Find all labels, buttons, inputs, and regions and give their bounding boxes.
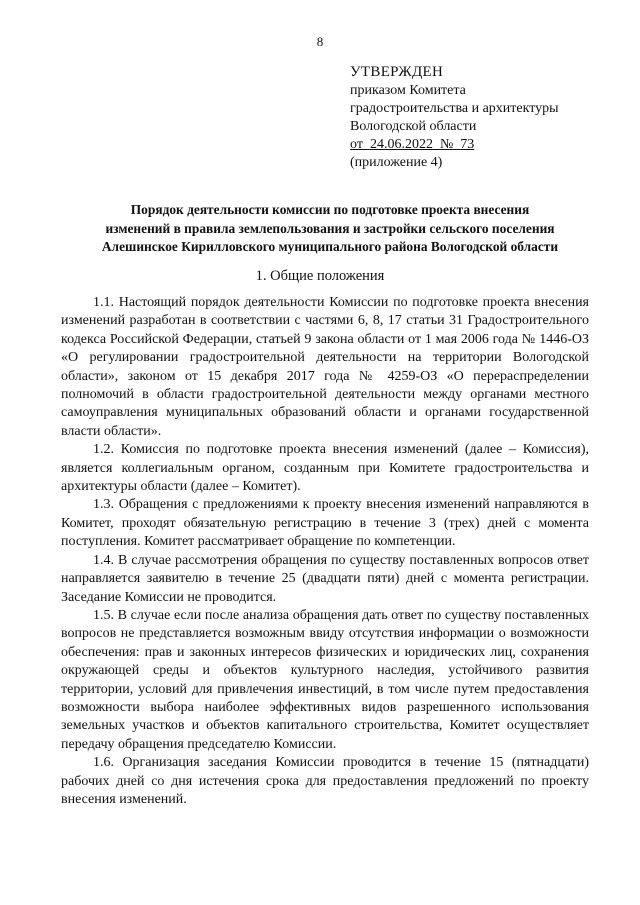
section-heading: 1. Общие положения	[255, 268, 385, 284]
approval-date: 24.06.2022	[369, 137, 433, 152]
approval-line-2: градостроительства и архитектуры	[350, 101, 559, 116]
paragraph-1-1: 1.1. Настоящий порядок деятельности Комиссии по подготовке проекта внесения изменений разработан в соответствии с частями 6, 8, 17 статьи 31 Градостроительного кодекса Российской Федерации, статьей 9 закона области от 1 мая 2006 года № 1446-ОЗ «О регулировании градостроительной деятельности на территории Вологодской области», законом от 15 декабря 2017 года № 4259-ОЗ «О перераспределении полномочий в области градостроительной деятельности между органами местного самоуправления муниципальных образований области и органами государственной власти области».	[61, 295, 589, 439]
paragraph-1-5: 1.5. В случае если после анализа обращения дать ответ по существу поставленных вопросов не представляется возможным ввиду отсутствия информации о возможности обеспечения: прав и законных интересов физических и юридических лиц, сохранения окружающей среды и объектов культурного наследия, устойчивого развития территории, условий для привлечения инвестиций, в том числе путем предоставления возможности выбора наиболее эффективных видов разрешенного использования земельных участков и объектов капитального строительства, Комитет осуществляет передачу обращения председателю Комиссии.	[61, 607, 589, 752]
approval-number: 73	[460, 137, 475, 152]
approval-line-1: приказом Комитета	[350, 83, 466, 98]
title-line-3: Алешинское Кирилловского муниципального района Вологодской области	[101, 239, 559, 254]
approval-date-prefix: от	[350, 137, 363, 152]
paragraph-1-2: 1.2. Комиссия по подготовке проекта внесения изменений (далее – Комиссия), является коллегиальным органом, созданным при Комитете градостроительства и архитектуры области (далее – Комитет).	[61, 442, 589, 495]
document-title	[40, 201, 620, 257]
approval-line-3: Вологодской области	[350, 119, 477, 134]
approval-appendix: (приложение 4)	[350, 155, 443, 170]
title-line-1: Порядок деятельности комиссии по подготовке проекта внесения	[130, 202, 530, 217]
approval-heading: УТВЕРЖДЕН	[350, 64, 444, 80]
approval-stamp-block	[350, 63, 620, 172]
approval-date-line	[350, 136, 620, 154]
paragraph-1-6: 1.6. Организация заседания Комиссии проводится в течение 15 (пятнадцати) рабочих дней со дня истечения срока для предоставления предложений по проекту внесения изменений.	[61, 755, 589, 807]
paragraph-1-4: 1.4. В случае рассмотрения обращения по существу поставленных вопросов ответ направляется заявителю в течение 25 (двадцати пяти) дней с момента регистрации. Заседание Комиссии не проводится.	[61, 552, 589, 605]
paragraph-1-3: 1.3. Обращения с предложениями к проекту внесения изменений направляются в Комитет, проходят обязательную регистрацию в течение 3 (трех) дней с момента поступления. Комитет рассматривает обращение по компетенции.	[61, 497, 589, 550]
title-line-2: изменений в правила землепользования и застройки сельского поселения	[105, 220, 555, 236]
document-body	[61, 294, 589, 809]
approval-number-prefix: №	[439, 137, 454, 152]
page-number: 8	[316, 34, 324, 49]
